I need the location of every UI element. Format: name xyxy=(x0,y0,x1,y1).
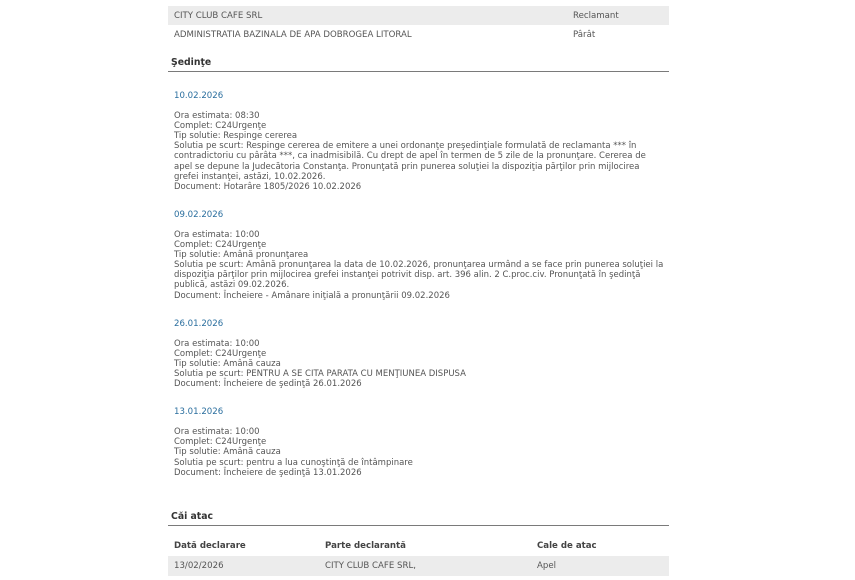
session-item xyxy=(168,210,669,301)
session-date: 10.02.2026 xyxy=(174,91,224,101)
session-time: Ora estimata: 10:00 xyxy=(174,338,260,349)
appeal-date: 13/02/2026 xyxy=(168,556,319,576)
table-row xyxy=(168,556,669,576)
appeal-type: Apel xyxy=(531,556,669,576)
session-solution-summary: Solutia pe scurt: PENTRU A SE CITA PARATA CU MENŢIUNEA DISPUSA xyxy=(174,368,466,379)
parties-table xyxy=(168,6,669,44)
session-date: 09.02.2026 xyxy=(174,209,224,220)
column-header: Parte declarantă xyxy=(325,540,406,551)
session-panel: Complet: C24Urgenţe xyxy=(174,437,267,448)
party-name: CITY CLUB CAFE SRL xyxy=(168,6,567,25)
table-row xyxy=(168,25,669,44)
session-item xyxy=(168,91,669,192)
case-details xyxy=(168,0,669,576)
session-solution-type: Tip solutie: Amână cauza xyxy=(174,447,281,458)
session-document: Document: Încheiere de şedinţă 26.01.2026 xyxy=(174,379,362,390)
column-header: Cale de atac xyxy=(537,540,597,551)
session-solution-summary: Solutia pe scurt: Respinge cererea de emitere a unei ordonanţe preşedinţiale formulată de reclamanta *** în contradictoriu cu pârâta ***, ca inadmisibilă. Cu drept de apel în termen de 5 zile de la pronunţare. Cererea de apel se depune la Judecătoria Constanţa. Pronunţată prin punerea soluţiei la dispoziţia părţilor prin mijlocirea grefei instanţei, astăzi, 10.02.2026. xyxy=(174,141,646,182)
session-item xyxy=(168,407,669,478)
sessions-title: Şedinţe xyxy=(168,57,669,72)
session-solution-type: Tip solutie: Amână cauza xyxy=(174,358,281,369)
session-solution-summary: Solutia pe scurt: pentru a lua cunoştinţă de întâmpinare xyxy=(174,457,413,468)
appeals-table xyxy=(168,536,669,576)
session-solution-type: Tip solutie: Respinge cererea xyxy=(174,131,298,142)
session-document: Document: Încheiere - Amânare iniţială a pronunţării 09.02.2026 xyxy=(174,290,450,301)
session-date: 13.01.2026 xyxy=(174,407,224,418)
party-role: Pârât xyxy=(573,29,596,40)
session-solution-type: Tip solutie: Amână pronunţarea xyxy=(174,250,309,261)
session-time: Ora estimata: 08:30 xyxy=(174,111,260,122)
appeals-title: Căi atac xyxy=(168,511,669,526)
table-row xyxy=(168,6,669,25)
session-date: 26.01.2026 xyxy=(174,318,224,329)
column-header: Dată declarare xyxy=(174,540,246,551)
session-document: Document: Hotarâre 1805/2026 10.02.2026 xyxy=(174,181,362,192)
session-document: Document: Încheiere de şedinţă 13.01.2026 xyxy=(174,467,362,478)
session-panel: Complet: C24Urgenţe xyxy=(174,348,267,359)
appeal-party: CITY CLUB CAFE SRL, xyxy=(319,556,531,576)
party-role: Reclamant xyxy=(567,6,669,25)
session-panel: Complet: C24Urgenţe xyxy=(174,121,267,132)
party-name: ADMINISTRATIA BAZINALA DE APA DOBROGEA LITORAL xyxy=(174,29,412,40)
table-header-row xyxy=(168,536,669,556)
session-time: Ora estimata: 10:00 xyxy=(174,427,260,438)
session-item xyxy=(168,319,669,390)
session-time: Ora estimata: 10:00 xyxy=(174,229,260,240)
session-solution-summary: Solutia pe scurt: Amână pronunţarea la data de 10.02.2026, pronunţarea urmând a se face prin punerea soluţiei la dispoziţia părţilor prin mijlocirea grefei instanţei potrivit disp. art. 396 alin. 2 C.proc.civ. Pronunţată în şedinţă publică, astăzi 09.02.2026. xyxy=(174,260,664,291)
session-panel: Complet: C24Urgenţe xyxy=(174,240,267,251)
